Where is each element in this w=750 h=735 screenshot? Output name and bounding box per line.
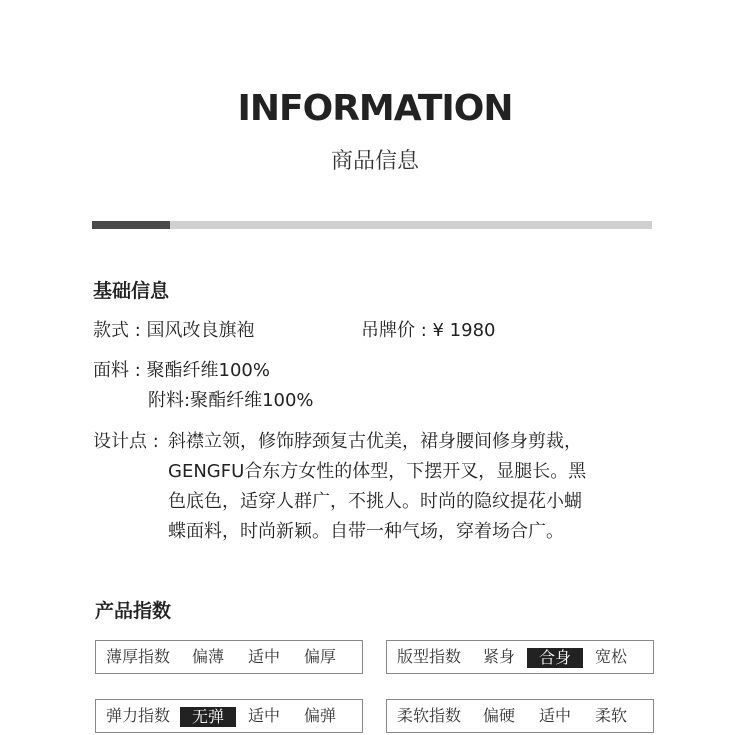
scale-option-selected: 无弹: [180, 707, 236, 727]
scale-option: 偏厚: [304, 647, 337, 666]
style-value: 款式 : 国风改良旗袍: [93, 320, 255, 341]
design-line: 蝶面料，时尚新颖。自带一种气场，穿着场合广。: [168, 521, 564, 542]
fit-scale: [386, 640, 654, 674]
elastic-scale: [95, 699, 363, 733]
scale-option-selected: 合身: [527, 648, 583, 668]
fabric-value: 面料 : 聚酯纤维100%: [93, 360, 270, 381]
progress-bar: [92, 221, 652, 229]
scale-label: 薄厚指数: [106, 647, 171, 666]
scale-option: 适中: [539, 706, 572, 725]
scale-option: 适中: [248, 647, 281, 666]
scale-option: 偏弹: [304, 706, 337, 725]
design-line: 色底色，适穿人群广，不挑人。时尚的隐纹提花小蝴: [168, 491, 582, 512]
scale-option: 柔软: [595, 706, 628, 725]
scale-option: 偏薄: [192, 647, 225, 666]
scale-option: 宽松: [595, 647, 628, 666]
scale-option: 紧身: [483, 647, 516, 666]
page-title-en: INFORMATION: [237, 88, 513, 129]
softness-scale: [386, 699, 654, 733]
price-value: 吊牌价 : ¥ 1980: [361, 320, 496, 341]
scale-option: 适中: [248, 706, 281, 725]
scale-label: 弹力指数: [106, 706, 171, 725]
design-label: 设计点 :: [93, 431, 159, 452]
lining-value: 附料:聚酯纤维100%: [148, 390, 314, 411]
basic-info-heading: 基础信息: [93, 280, 170, 302]
design-line: GENGFU合东方女性的体型，下摆开叉，显腿长。黑: [168, 461, 587, 482]
design-description: [168, 427, 638, 547]
scale-label: 柔软指数: [397, 706, 462, 725]
scale-label: 版型指数: [397, 647, 462, 666]
design-line: 斜襟立领，修饰脖颈复古优美，裙身腰间修身剪裁，: [168, 431, 582, 452]
scale-option: 偏硬: [483, 706, 516, 725]
thickness-scale: [95, 640, 363, 674]
progress-bar-fill: [92, 221, 170, 229]
product-index-heading: 产品指数: [95, 600, 172, 622]
page-title-cn: 商品信息: [330, 149, 419, 174]
